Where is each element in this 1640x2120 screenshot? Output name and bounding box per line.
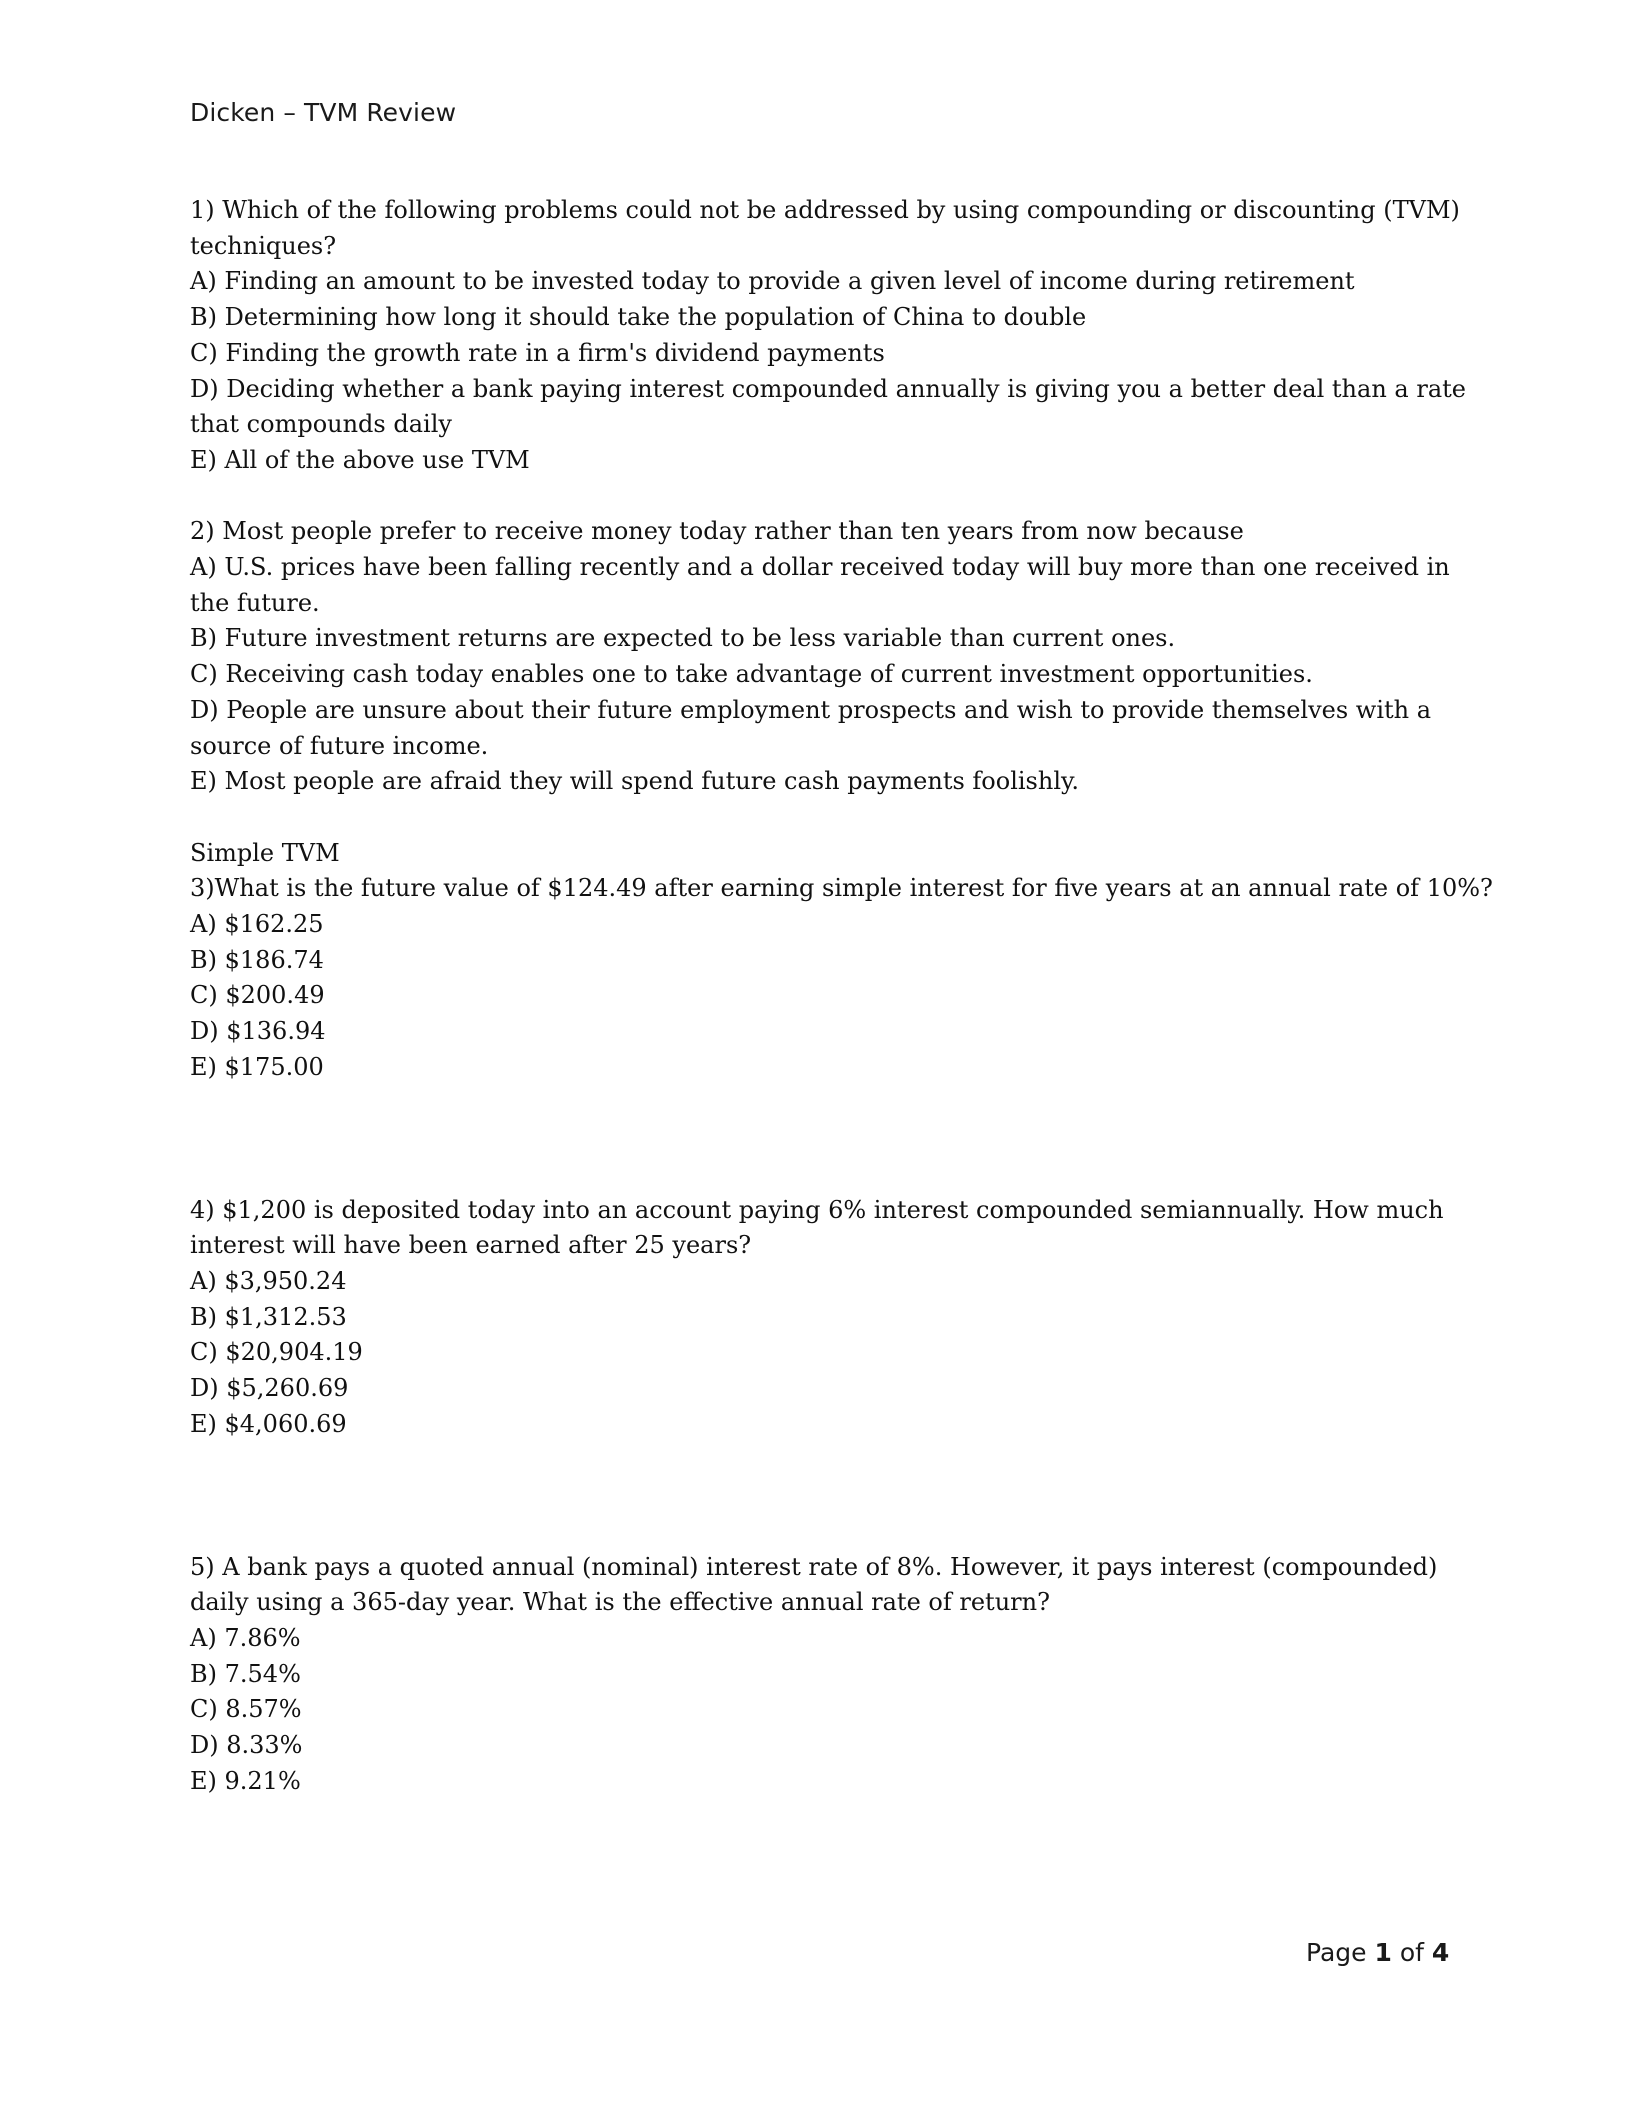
question-3-option-e: E) $175.00	[190, 1052, 324, 1081]
of-word: of	[1399, 1938, 1424, 1967]
question-list	[190, 193, 1493, 1800]
question-5-option-a: A) 7.86%	[190, 1624, 301, 1652]
question-2-stem: 2) Most people prefer to receive money today rather than ten years from now because	[190, 517, 1244, 546]
question-1-option-c: C) Finding the growth rate in a firm's dividend payments	[190, 338, 885, 367]
question-4-stem-line-2: interest will have been earned after 25 years?	[190, 1231, 752, 1260]
question-2-option-a-line-1: A) U.S. prices have been falling recently and a dollar received today will buy more than one received in	[190, 553, 1450, 582]
question-5	[190, 1550, 1450, 1800]
spacer	[190, 1157, 1450, 1193]
question-1-stem-line-2: techniques?	[190, 231, 337, 260]
question-4-option-c: C) $20,904.19	[190, 1338, 363, 1367]
spacer	[190, 1443, 1450, 1479]
page-number	[1306, 1938, 1449, 1967]
question-4-option-d: D) $5,260.69	[190, 1374, 349, 1403]
question-1-option-d-line-1: D) Deciding whether a bank paying interest compounded annually is giving you a better deal than a rate	[190, 374, 1466, 403]
spacer	[190, 1514, 1450, 1550]
question-2-option-c: C) Receiving cash today enables one to take advantage of current investment opportunities.	[190, 660, 1313, 689]
question-4	[190, 1193, 1450, 1443]
question-1-stem-line-1: 1) Which of the following problems could not be addressed by using compounding or discounting (TVM)	[190, 196, 1460, 224]
question-5-option-d: D) 8.33%	[190, 1731, 303, 1760]
question-5-option-e: E) 9.21%	[190, 1766, 301, 1795]
question-3	[190, 871, 1493, 1085]
page-current: 1	[1374, 1938, 1392, 1967]
spacer	[190, 1121, 1450, 1157]
question-4-option-a: A) $3,950.24	[190, 1267, 347, 1296]
question-3-option-d: D) $136.94	[190, 1017, 326, 1046]
section-heading-simple-tvm: Simple TVM	[190, 838, 340, 867]
question-1-option-b: B) Determining how long it should take the population of China to double	[190, 303, 1087, 332]
question-1-option-a: A) Finding an amount to be invested today to provide a given level of income during retirement	[190, 267, 1355, 296]
question-5-option-c: C) 8.57%	[190, 1695, 302, 1724]
question-5-stem-line-1: 5) A bank pays a quoted annual (nominal) interest rate of 8%. However, it pays interest (compounded)	[190, 1552, 1438, 1581]
question-3-option-c: C) $200.49	[190, 981, 325, 1010]
page-total: 4	[1431, 1938, 1450, 1967]
spacer	[190, 479, 1450, 515]
question-2-option-d-line-2: source of future income.	[190, 731, 489, 760]
question-5-stem-line-2: daily using a 365-day year. What is the effective annual rate of return?	[190, 1588, 1050, 1617]
page-word: Page	[1306, 1938, 1367, 1967]
question-1-option-e: E) All of the above use TVM	[190, 445, 530, 474]
question-3-stem: 3)What is the future value of $124.49 after earning simple interest for five years at an annual rate of 10%?	[190, 874, 1493, 903]
question-3-option-a: A) $162.25	[190, 910, 324, 939]
spacer	[190, 1478, 1450, 1514]
question-4-option-e: E) $4,060.69	[190, 1409, 347, 1438]
question-2-option-d-line-1: D) People are unsure about their future employment prospects and wish to provide themselves with a	[190, 695, 1432, 724]
question-2-option-b: B) Future investment returns are expected to be less variable than current ones.	[190, 624, 1176, 653]
page-header-title: Dicken – TVM Review	[190, 98, 457, 127]
question-4-option-b: B) $1,312.53	[190, 1302, 347, 1331]
spacer	[190, 1086, 1450, 1122]
question-1	[190, 193, 1466, 479]
question-2	[190, 514, 1450, 800]
question-5-option-b: B) 7.54%	[190, 1659, 301, 1688]
question-2-option-a-line-2: the future.	[190, 588, 320, 617]
question-2-option-e: E) Most people are afraid they will spend future cash payments foolishly.	[190, 767, 1080, 796]
question-4-stem-line-1: 4) $1,200 is deposited today into an account paying 6% interest compounded semiannually. How much	[190, 1195, 1444, 1224]
question-1-option-d-line-2: that compounds daily	[190, 410, 452, 439]
spacer	[190, 800, 1450, 836]
question-3-option-b: B) $186.74	[190, 945, 324, 974]
